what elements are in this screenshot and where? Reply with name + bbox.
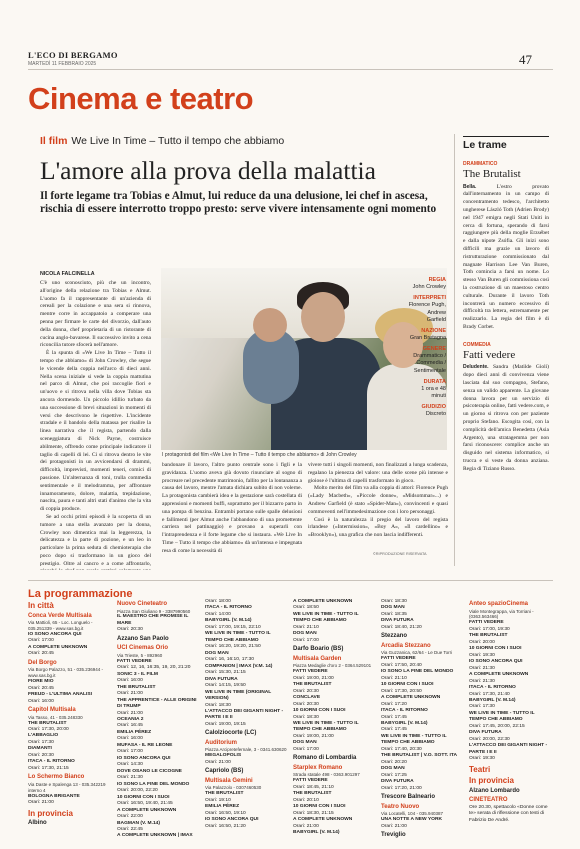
cinema-address: Piazza Arcipretefernale, 3 - 0341.630620: [205, 747, 287, 753]
film-title: A COMPLETE UNKNOWN: [381, 695, 441, 701]
showtimes: Orari: 14:15, 19:50: [205, 683, 246, 689]
cinema-name: Stezzano: [381, 633, 408, 640]
showtimes: Orari: 17:30: [469, 704, 495, 710]
article-subtitle: Il forte legame tra Tobias e Almut, lui reduce da una delusione, lei chef in ascesa, rischia di essere interrotto troppo presto: serve vivere intensamente ogni momento: [40, 190, 437, 216]
article-paragraph: C'è uno sconosciuto, più che un incontro, all'origine della relazione tra Tobias e Almut. L'uomo fa il rappresentante di un'azienda di cereali per la colazione e una sera si rinnova, mentre corre in accappatoio a comperare una penna per firmare le carte del divorzio, dall'auto della donna, chef proprietaria di un ristorante di cucina anglo-bavarese. Il successivo invito a cena riconcilia tutore sfocerà nell'amore.: [40, 280, 151, 349]
showtimes: Orari: 17:30, 20:00: [28, 727, 69, 732]
showtimes: Orari: 19:00, 21:00: [293, 733, 334, 739]
film-title: L'ATTACCO DEI GIGANTI NIGHT - PARTE I E II: [469, 743, 548, 755]
showtimes: Orari: 20:00, 22:20: [117, 788, 158, 794]
film-title: IL MAESTRO CHE PROMISE IL MARE: [117, 614, 189, 626]
film-title: EMILIA PÉREZ: [117, 729, 152, 735]
fact-label: REGIA: [428, 277, 446, 283]
film-title: THE BRUTALIST | V.O. SOTT. ITA: [381, 753, 457, 759]
fact-label: GIUDIZIO: [421, 404, 446, 411]
schedule-column: [205, 599, 289, 843]
showtimes: Orari: 17:20: [381, 701, 407, 707]
plot-body: L'estro provato dall'internamento in un campo di concentramento tedesco, l'architetto ungherese László Toth (Adrien Brody) nel 1947 emigra negli Stati Uniti in cerca di fortuna, sperando di farsi raggiungere più della moglie Erzsébet e dalla nipote Zsófia. Gli inizi sono difficili ma grazie un lavoro di ristrutturazione commissionato dal magnate Harrison Lee Van Buren, Toth comincia a farsi un nome. Lo stesso Van Buren gli commissiona così la costruzione di un maestoso centro culturale. Durante il lavoro Toth incontrerà un numero eccessivo di difficoltà tra lettera, estremamente per realizzarlo. La regia del film è di Brady Corbet.: [463, 183, 550, 330]
showtimes: Orari: 21:30: [117, 775, 143, 781]
showtimes: Orari: 18:30, 21:15: [293, 810, 334, 816]
fact-label: INTERPRETI: [413, 295, 446, 302]
film-title: BABYGIRL (V. M.14): [469, 698, 516, 703]
showtimes: Orari: 20:00, 22:30: [469, 736, 510, 742]
film-title: DOG MAN: [205, 650, 229, 656]
kicker: [40, 135, 284, 147]
film-title: ITACA - IL RITORNO: [469, 685, 516, 691]
showtimes: Orari: 19:10: [205, 797, 231, 803]
issue-date: MARTEDÌ 11 FEBBRAIO 2025: [28, 61, 97, 67]
cinema-name: Alzano Lombardo: [469, 787, 520, 794]
film-title: THE BRUTALIST: [469, 633, 508, 639]
byline: NICOLA FALCINELLA: [40, 271, 95, 277]
fact-value: John Crowley: [412, 284, 446, 291]
film-title: 10 GIORNI CON I SUOI: [381, 682, 434, 688]
film-title: THE BRUTALIST: [28, 720, 67, 726]
film-title: IO SONO LA FINE DEL MONDO: [117, 781, 190, 787]
showtimes: Orari: 16:00: [117, 736, 143, 742]
film-title: BABYGIRL (V. M.14): [381, 720, 428, 726]
plot-text: [463, 364, 549, 473]
plot-verdict: Deludente.: [463, 364, 493, 371]
film-title: WE LIVE IN TIME (ORIGINAL VERSION): [205, 689, 272, 702]
film-title: WE LIVE IN TIME - TUTTO IL TEMPO CHE ABBIAMO: [205, 631, 271, 643]
film-title: FATTI VEDERE: [293, 778, 328, 784]
cinema-address: Via Daste e Spalenga 13 - 035.342219 interno 4: [28, 781, 106, 793]
cinema-name: Starplex Romano: [293, 764, 343, 771]
cinema-name: Multisala Gemini: [205, 777, 253, 784]
film-title: FATTI VEDERE: [293, 669, 328, 675]
cinema-address: Via Trieste, 5 - 892960: [117, 652, 163, 658]
film-title: WE LIVE IN TIME - TUTTO IL TEMPO CHE ABBIAMO: [381, 733, 447, 746]
showtimes: Orari: 16:20, 19:20, 21:50: [205, 644, 261, 650]
plot-genre: COMMEDIA: [463, 341, 491, 348]
cinema-name: Capitol Multisala: [28, 707, 76, 714]
fact-label: NAZIONE: [421, 327, 446, 334]
film-title: FATTI VEDERE: [381, 656, 416, 662]
fact-value: Florence Pugh, Andrew Garfield: [408, 302, 446, 323]
photo-caption: I protagonisti del film «We Live In Time – Tutto il tempo che abbiamo» di John Crowley: [162, 452, 357, 458]
showtimes: Orari: 21:00: [205, 759, 231, 765]
cinema-address: Via Borgo Palazzo, 51 - 035.236944 - www.sas.bg.it: [28, 667, 103, 679]
showtimes: Orari: 21:30: [469, 665, 495, 671]
cinema-name: Trescore Balneario: [381, 794, 436, 801]
showtimes: Orari: 21:00: [28, 800, 54, 806]
film-title: A COMPLETE UNKNOWN | IMAX: [117, 833, 193, 839]
showtimes: Orari: 20:45: [28, 685, 54, 691]
film-title: L'ATTACCO DEI GIGANTI NIGHT - PARTE I E II: [205, 708, 284, 721]
column-divider: [454, 134, 455, 566]
film-title: FATTI VEDERE: [469, 620, 504, 626]
film-title: DIVA FUTURA: [205, 676, 238, 682]
showtimes: Orari: 17:45: [381, 714, 407, 720]
showtimes: Orari: 14:00: [205, 611, 231, 617]
film-title: A COMPLETE UNKNOWN: [28, 644, 88, 650]
kicker-label: Il film: [40, 135, 68, 147]
cinema-name: Nuovo Cineteatro: [117, 601, 168, 607]
plot-body: Sandra (Matilde Gioli) dopo dieci anni di convivenza viene lasciata dal suo compagno, Stefano, senza un valido apparente. La giovane donna lavora per un servizio di psicoterapia online, fatti vedere.com, e un giorno si ritrova con per paziente proprio Stefano. Escogita così, con la complicità dell'amica Benedetta (Asia Argento), una stratagemma per non farsi riconoscere: complice anche un disguido nel sistema informatico, si trucca e si veste da donna anziana. Regia di Tiziano Russo.: [463, 364, 549, 472]
plot-genre: DRAMMATICO: [463, 161, 498, 167]
showtimes: Orari: 19:00, 19:15: [205, 721, 246, 727]
showtimes: Orari: 17:00, 19:15, 22:10: [205, 624, 261, 630]
showtimes: Orari: 21:10: [293, 624, 319, 630]
showtimes: Orari: 16:00: [117, 678, 143, 684]
showtimes: Orari: 19:30: [469, 756, 495, 762]
film-title: IO SONO ANCORA QUI: [205, 817, 259, 823]
film-title: UNA NOTTE A NEW YORK: [381, 817, 443, 823]
cinema-name: Arcadia Stezzano: [381, 642, 431, 649]
film-title: EMILIA PÉREZ: [205, 804, 240, 810]
film-title: BABYGIRL (V. M.14): [293, 830, 340, 835]
cinema-name: CINETEATRO: [469, 797, 508, 804]
film-title: THE BRUTALIST: [293, 791, 332, 797]
showtimes: Orari: 21:00: [293, 823, 319, 829]
film-title: ITACA - IL RITORNO: [381, 708, 428, 714]
cinema-name: Calolziocorte (LC): [205, 730, 257, 737]
photo-child-face: [253, 308, 287, 342]
film-title: A COMPLETE UNKNOWN: [469, 672, 529, 678]
showtimes: Orari: 20:10: [293, 797, 319, 803]
article-paragraph: Molto merito del film va alla coppia di attori: Florence Pugh («Lady Macbeth», «Piccole donne», «Midsommar»...) e Andrew Garfield (è stato «Spider-Man»), convincenti e quasi commoventi nell'immedesimazione con i loro personaggi.: [308, 485, 448, 515]
showtimes: Orari: 16:00: [28, 698, 54, 704]
showtimes: Orari: 17:30, 21:40: [469, 691, 510, 697]
newspaper-name: L'ECO DI BERGAMO: [28, 50, 118, 60]
article-column-4: [308, 462, 448, 552]
showtimes: Orari: 20:30: [293, 701, 319, 707]
film-title: COMPANION | IMAX (V.M. 14): [205, 663, 273, 669]
cinema-address: Piazza Medaglie d'oro 2 - 0364.529101: [293, 663, 372, 669]
article-paragraph: Così è la naturalezza il pregio del lavoro del regista irlandese («Intermission», «Boy A», «Il cardellino» e «Brooklyn»), una grafica che non lascia indifferenti.: [308, 516, 448, 539]
cinema-address: Via Mattioli, 65 - Loc. Longuelo - 035.251339 - www.sas.bg.it: [28, 620, 93, 632]
showtimes: Orari: 17:00, 19:30: [469, 626, 510, 632]
film-title: THE BRUTALIST: [293, 682, 332, 688]
schedule-heading: La programmazione: [28, 588, 133, 600]
film-title: A COMPLETE UNKNOWN: [117, 807, 177, 813]
fact-label: GENERE: [422, 346, 446, 353]
showtimes: Orari: 17:20, 21:00: [381, 785, 422, 791]
film-title: DOG MAN: [293, 631, 317, 637]
showtimes: Orari: 21:00: [381, 823, 407, 829]
schedule-column: [469, 599, 553, 843]
schedule-category: In provincia: [469, 776, 514, 786]
photo-man-face: [301, 292, 345, 342]
film-title: DOVE OSANO LE CICOGNE: [117, 768, 182, 774]
film-title: MUFASA - IL RE LEONE: [117, 742, 173, 748]
cinema-name: UCI Cinemas Orio: [117, 645, 169, 652]
showtimes: Orari: 18:35: [381, 611, 407, 617]
showtimes: Orari: 18:00: [205, 599, 231, 604]
plot-verdict: Bella.: [463, 183, 497, 190]
cinema-name: Multisala Garden: [293, 655, 342, 662]
cinema-name: Auditorium: [205, 739, 237, 746]
cinema-address: Via Guzzanica, 62/64 - Le Due Torri: [381, 650, 453, 656]
showtimes: Orari: 22:45: [117, 826, 143, 832]
film-title: CONCLAVE: [293, 695, 321, 701]
showtimes: Orari: 17:30: [28, 739, 54, 745]
cinema-name: Darfo Boario (BS): [293, 646, 344, 653]
showtimes: Orari: 18:45, 21:10: [293, 784, 334, 790]
schedule-column: [293, 599, 377, 843]
cinema-name: Teatro Nuovo: [381, 803, 420, 810]
showtimes: Orari: 20:00: [469, 639, 495, 645]
article-paragraph: Se ad occhi primi episodi è la scoperta di un tumore a una stella avanzato per la donna, Crowley non dimentica mai la leggerezza, la delicatezza e la parte di pozione, e un leo in particolare la prima seduta di chemioterapia che poco dopo si trasformano in un gioco del prestigio. Oltre al cancro e a come affrontarlo,: [40, 513, 151, 567]
film-title: BOLOGNA BRIGANTE: [28, 793, 80, 799]
plot-text: [463, 184, 549, 332]
schedule-column: [117, 599, 201, 843]
cinema-name: Treviglio: [381, 832, 406, 838]
cinema-name: Azzano San Paolo: [117, 635, 169, 642]
film-title: FATTI VEDERE: [117, 658, 152, 664]
film-title: IO SONO ANCORA QUI: [117, 755, 171, 761]
showtimes: Orari: 16:50, 19:10: [205, 810, 246, 816]
showtimes: Orari: 22:00: [117, 814, 143, 820]
film-title: BAGMAN (V. M.14): [117, 820, 161, 826]
film-title: DIAMANTI: [28, 746, 52, 752]
film-title: A COMPLETE UNKNOWN: [293, 817, 353, 823]
showtimes: Orari: 18:30: [293, 714, 319, 720]
masthead: [28, 50, 548, 67]
cinema-address: Via Tasso, 41 - 035.248330: [28, 714, 83, 720]
plots-heading: Le trame: [463, 136, 549, 151]
film-title: THE BRUTALIST: [117, 684, 156, 690]
film-title: MEGALOPOLIS: [205, 753, 242, 759]
showtimes: Orari: 12, 16, 16:35, 19, 20, 21:20: [117, 665, 191, 671]
header-rule: [28, 69, 553, 70]
cinema-address: Via Palazzolo - 0307460530: [205, 785, 262, 791]
showtimes: Orari: 17:45, 20:00, 22:15: [469, 723, 525, 729]
film-title: L'ABBAGLIO: [28, 733, 59, 739]
film-title: DOG MAN: [381, 766, 405, 772]
showtimes: Orari: 21:10: [381, 675, 407, 681]
film-title: WE LIVE IN TIME - TUTTO IL TEMPO CHE ABBIAMO: [293, 720, 359, 733]
showtimes: Orari: 20:30: [293, 688, 319, 694]
showtimes: Orari: 20:45: [28, 651, 54, 657]
cinema-address: Viale Montegrappa, via Torriani - (0363.563466): [469, 608, 534, 620]
article-column-3: [162, 462, 302, 567]
film-still-photo: [161, 268, 447, 450]
showtimes: Orari: 18:30: [381, 599, 407, 604]
film-title: IO SONO LA FINE DEL MONDO: [381, 669, 454, 675]
kicker-text: We Live In Time – Tutto il tempo che abbiamo: [71, 135, 285, 147]
film-facts: [408, 273, 446, 418]
article-column-1: [40, 280, 151, 570]
cinema-name: Del Borgo: [28, 659, 57, 666]
showtimes: Orari: 15:30, 21:15: [205, 670, 246, 676]
article-paragraph: bandonare il lavoro, l'altro punto centrale sono i figli e la gravidanza. L'uomo aveva già dovuto rinunciare al sogno di procreare nel precedente matrimonio, fallito per la lontananza a causa del lavoro, mentre l'amata dichiara subito di non volerne. La protagonista cambierà idea e la gestazione sarà costellata di apprensioni e momenti buffi, soprattutto per il bizzarro parto in una pompa di benzina. Entrambi portano sulle spalle delusioni e fallimenti (per Almut anche l'abbandono di una promettente carriera nel pattinaggio) e provano a superarli con l'intraprendenza e il forte legame che si instaura. «We Live In Time – Tutto il tempo che abbiamo» dà un'intensa e impegnata resa di come la necessità di: [162, 462, 302, 554]
schedule-category: Teatri: [469, 764, 491, 774]
cinema-name: Capriolo (BS): [205, 768, 244, 775]
cinema-name: Anteo spazioCinema: [469, 601, 529, 607]
schedule-category: In provincia: [28, 808, 73, 818]
cinema-address: Via Locatelli, 104 - 035.940387: [381, 811, 443, 817]
film-title: DIVA FUTURA: [469, 730, 502, 736]
film-title: SONIC 3 - IL FILM: [117, 671, 158, 677]
cinema-name: Conca Verde Multisala: [28, 612, 92, 619]
showtimes: Orari: 20:20: [381, 759, 407, 765]
showtimes: Orari: 21:30: [469, 678, 495, 684]
fact-label: DURATA: [423, 378, 446, 385]
schedule-column: [28, 599, 112, 843]
cinema-address: Piazza San Giuliano 9 - 3387990560: [117, 608, 191, 614]
showtimes: Orari: 17:30, 21:15: [28, 765, 69, 771]
film-title: DIVA FUTURA: [381, 618, 414, 624]
section-title: Cinema e teatro: [28, 81, 254, 116]
film-title: 10 GIORNI CON I SUOI: [469, 646, 522, 652]
cinema-address: Strada statale 498 - 0363.901297: [293, 772, 360, 778]
film-title: THE BRUTALIST: [205, 791, 244, 797]
showtimes: Orari: 19:30: [469, 652, 495, 658]
fact-value: 1 ora e 48 minuti: [421, 385, 446, 399]
film-title: 10 GIORNI CON I SUOI: [293, 708, 346, 714]
film-title: THE APPRENTICE - ALLE ORIGINI DI TRUMP: [117, 697, 197, 710]
showtimes: Orari: 21:00: [117, 710, 143, 716]
fact-value: Drammatico / Commedia / Sentimentale: [413, 353, 446, 374]
film-title: FREUD - L'ULTIMA ANALISI: [28, 692, 93, 698]
showtimes: Orari: 19:00, 21:00: [293, 675, 334, 681]
showtimes: Orari: 17:40, 20:30: [381, 746, 422, 752]
schedule-category: In città: [28, 601, 54, 610]
film-title: 10 GIORNI CON I SUOI: [293, 804, 346, 810]
plot-film-title: Fatti vedere: [463, 348, 516, 361]
cinema-name: Romano di Lombardia: [293, 755, 357, 762]
page-number: 47: [519, 52, 532, 67]
showtimes: Orari: 17:00: [117, 749, 143, 755]
film-title: DOG MAN: [293, 740, 317, 746]
film-title: A COMPLETE UNKNOWN: [293, 599, 353, 604]
cinema-name: Lo Schermo Bianco: [28, 774, 85, 781]
plots-sidebar: [463, 136, 549, 474]
showtimes: Orari: 16:50, 21:20: [205, 823, 246, 829]
showtimes: Orari: 16:45: [117, 723, 143, 729]
plot-film-title: The Brutalist: [463, 168, 521, 180]
article-paragraph: vivere tutti i singoli momenti, non finalizzati a lunga scadenza, regalano la pienezza del valore: una delle scene più intense e gioiose è l'ultima di capelli trasformato in gioco.: [308, 462, 448, 484]
article-title: L'amore alla prova della malattia: [40, 156, 376, 185]
showtimes: Orari: 17:25: [381, 772, 407, 778]
showtimes: Orari: 20:30: [117, 627, 143, 633]
film-title: ITACA - IL RITORNO: [205, 605, 252, 611]
showtimes: Orari: 17:00: [293, 746, 319, 752]
showtimes: Orari: 17:00: [293, 637, 319, 643]
film-title: 10 GIORNI CON I SUOI: [117, 794, 170, 800]
showtimes: Orari: 17:50, 20:40: [381, 662, 422, 668]
showtimes: Orari: 16, 16:10, 17:30: [205, 657, 254, 663]
fact-value: Gran Bretagna: [409, 334, 446, 341]
fact-value: Discreto: [425, 411, 446, 418]
copyright-note: ©RIPRODUZIONE RISERVATA: [373, 552, 427, 556]
film-title: OCEANIA 2: [117, 717, 144, 722]
film-title: DIVA FUTURA: [381, 779, 414, 785]
showtimes: Orari: 17:00: [28, 638, 54, 644]
showtimes: Orari: 17:30, 20:50: [381, 688, 422, 694]
showtimes: Orari: 18:30: [205, 702, 231, 708]
film-title: IO SONO ANCORA QUI: [28, 631, 82, 637]
film-title: WE LIVE IN TIME - TUTTO IL TEMPO CHE ABBIAMO: [293, 611, 359, 624]
film-title: ITACA - IL RITORNO: [28, 759, 75, 765]
showtimes: Orari: 21:00: [117, 691, 143, 697]
film-title: IO SONO ANCORA QUI: [469, 659, 523, 665]
showtimes: Orari: 18:40, 21:20: [381, 624, 422, 630]
showtimes: Orari: 17:45: [381, 727, 407, 733]
film-title: DOG MAN: [381, 605, 405, 611]
cinema-name: Albino: [28, 820, 47, 827]
schedule-section: [28, 580, 553, 600]
schedule-column: [381, 599, 465, 843]
film-title: BABYGIRL (V. M.14): [205, 618, 252, 624]
film-title: FIORE MIO: [28, 679, 54, 685]
showtimes: Orari: 16:50, 19:40, 21:45: [117, 801, 173, 807]
showtimes: Ore 20.30, spettacolo «Donne come te» serata di riflessione con testi di Fabrizio De André.: [469, 804, 548, 823]
showtimes: Orari: 18:50: [293, 605, 319, 611]
showtimes: Orari: 20:30: [28, 752, 54, 758]
article-paragraph: È la spunta di «We Live In Time – Tutto il tempo che abbiamo» di John Crowley, che segue le vicende della coppia nell'arco di dieci anni. Nella scena iniziale si vede la coppia mattutina nel parco di Almut, che poi raccoglie fiori e un'uovo e si ritrova nella villa dove Tobias sta ancora dormendo. Un piccolo idillio turbato da una successione di brevi situazioni in momenti di versi che descrivono le rispettive. L'incidente stradale e il bandolo della matassa per risalire la linea narrativa che il regista, partendo dalla sceneggiatura di Nick Payne, costruisce abilmente, offrendo come principale indicatore il taglio di capelli di lei. Ci si ritrova dentro le vite dei protagonisti in un avvicendarsi di drammi, difficoltà, imprevisti, momenti teneri, comici di passione. Un'alternanza di toni, trulla commedia sentimentale e il melodramma, per affrontare innamoramento, dolore, malattia, trepidazione, nascita, paura e tanti altri stati d'animo che la vita di coppia produce.: [40, 350, 151, 513]
film-title: WE LIVE IN TIME - TUTTO IL TEMPO CHE ABBIAMO: [469, 710, 535, 723]
showtimes: Orari: 14:30: [117, 762, 143, 768]
